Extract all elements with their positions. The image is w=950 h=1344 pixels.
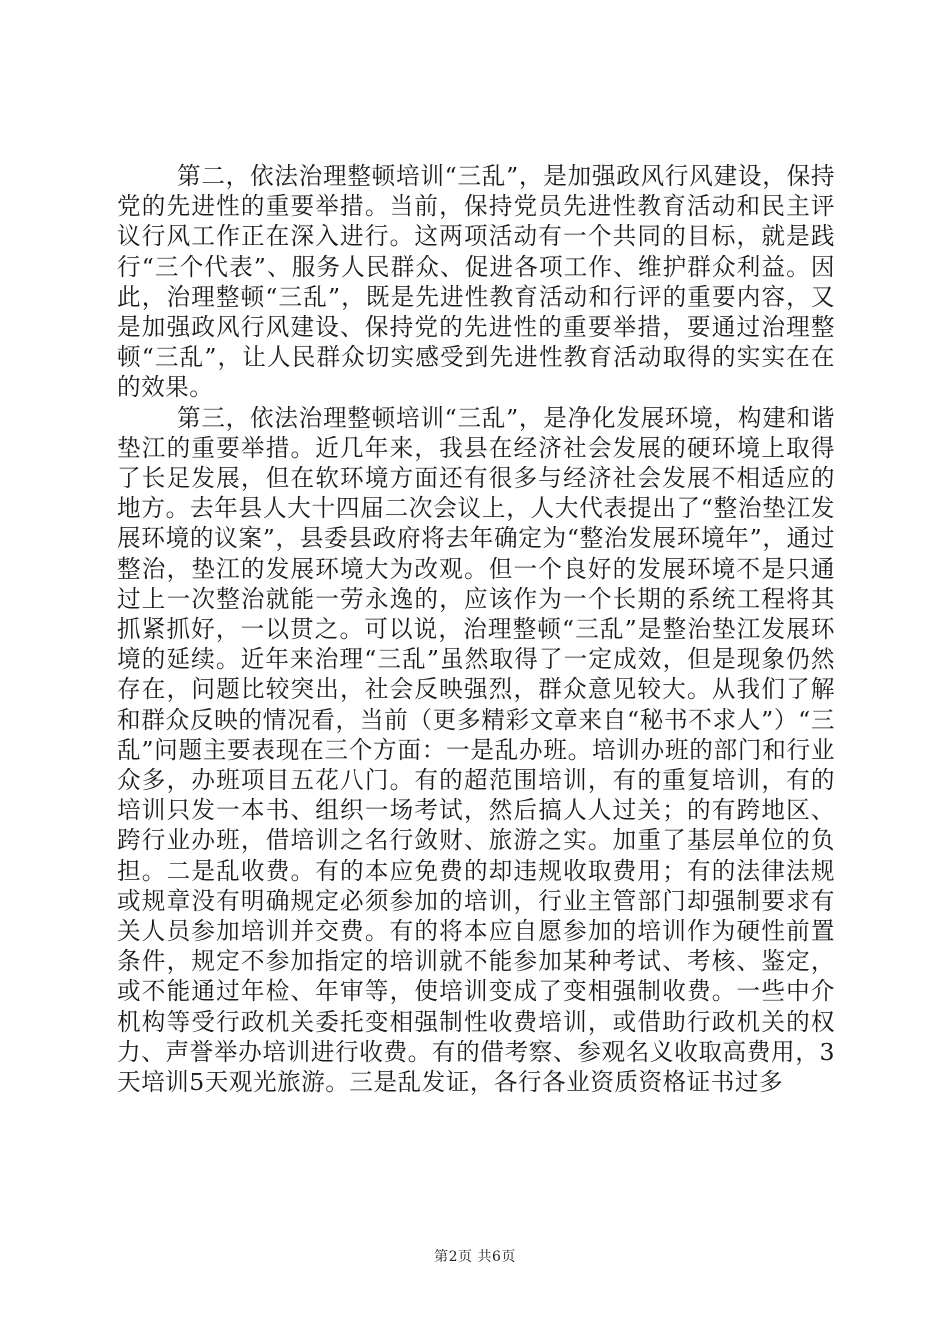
page-number-footer: 第2页 共6页 [434, 1249, 516, 1265]
document-body [117, 161, 835, 1097]
paragraph-third-point: 第三，依法治理整顿培训“三乱”，是净化发展环境，构建和谐垫江的重要举措。近几年来，我县在经济社会发展的硬环境上取得了长足发展，但在软环境方面还有很多与经济社会发展不相适应的地方。去年县人大十四届二次会议上，人大代表提出了“整治垫江发展环境的议案”，县委县政府将去年确定为“整治发展环境年”，通过整治，垫江的发展环境大为改观。但一个良好的发展环境不是只通过上一次整治就能一劳永逸的，应该作为一个长期的系统工程将其抓紧抓好，一以贯之。可以说，治理整顿“三乱”是整治垫江发展环境的延续。近年来治理“三乱”虽然取得了一定成效，但是现象仍然存在，问题比较突出，社会反映强烈，群众意见较大。从我们了解和群众反映的情况看，当前（更多精彩文章来自“秘书不求人”）“三乱”问题主要表现在三个方面：一是乱办班。培训办班的部门和行业众多，办班项目五花八门。有的超范围培训，有的重复培训，有的培训只发一本书、组织一场考试，然后搞人人过关；的有跨地区、跨行业办班，借培训之名行敛财、旅游之实。加重了基层单位的负担。二是乱收费。有的本应免费的却违规收取费用；有的法律法规或规章没有明确规定必须参加的培训，行业主管部门却强制要求有关人员参加培训并交费。有的将本应自愿参加的培训作为硬性前置条件，规定不参加指定的培训就不能参加某种考试、考核、鉴定，或不能通过年检、年审等，使培训变成了变相强制收费。一些中介机构等受行政机关委托变相强制性收费培训，或借助行政机关的权力、声誉举办培训进行收费。有的借考察、参观名义收取高费用，3天培训5天观光旅游。三是乱发证，各行各业资质资格证书过多 [117, 403, 835, 1097]
paragraph-second-point: 第二，依法治理整顿培训“三乱”，是加强政风行风建设，保持党的先进性的重要举措。当前，保持党员先进性教育活动和民主评议行风工作正在深入进行。这两项活动有一个共同的目标，就是践行“三个代表”、服务人民群众、促进各项工作、维护群众利益。因此，治理整顿“三乱”，既是先进性教育活动和行评的重要内容，又是加强政风行风建设、保持党的先进性的重要举措，要通过治理整顿“三乱”，让人民群众切实感受到先进性教育活动取得的实实在在的效果。 [117, 162, 835, 402]
